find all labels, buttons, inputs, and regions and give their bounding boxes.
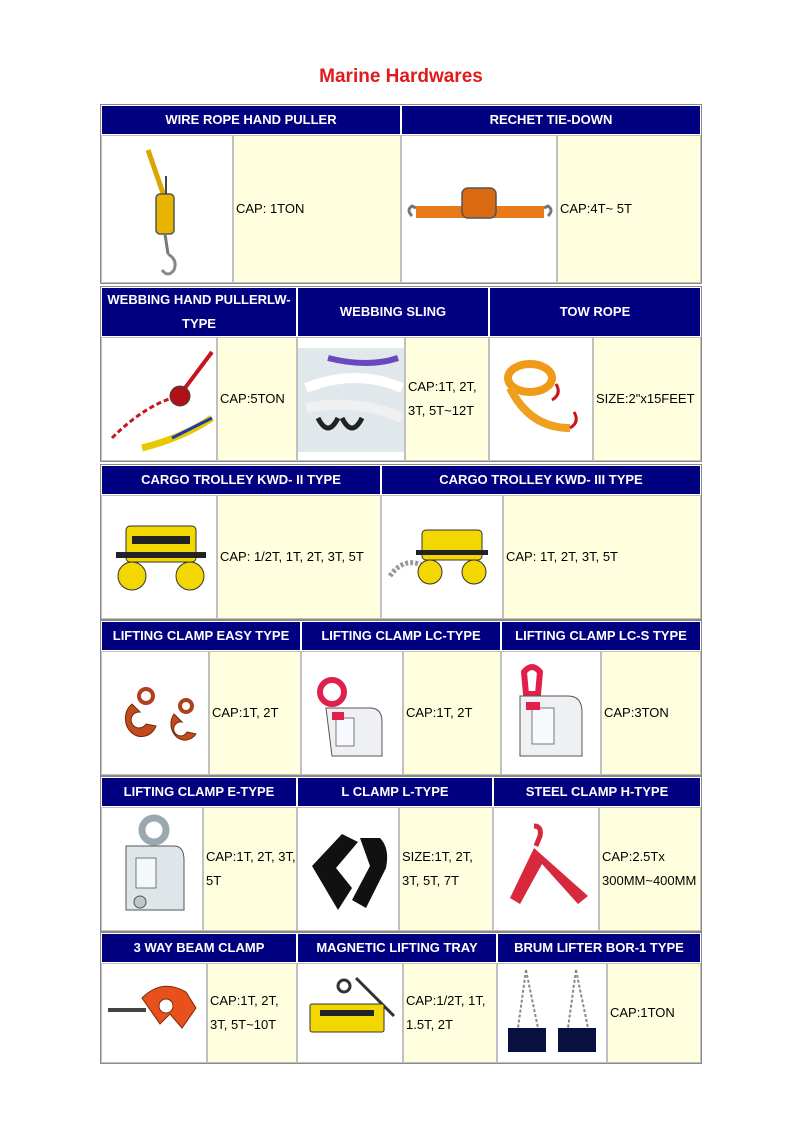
product-header: RECHET TIE-DOWN	[401, 105, 701, 135]
product-header: WEBBING HAND PULLERLW-TYPE	[101, 287, 297, 337]
drum-lifter-image	[497, 963, 607, 1063]
webbing-sling-image	[297, 337, 405, 461]
product-header: TOW ROPE	[489, 287, 701, 337]
product-capacity: CAP:1T, 2T, 3T, 5T	[203, 807, 297, 931]
product-header: CARGO TROLLEY KWD- III TYPE	[381, 465, 701, 495]
page-title: Marine Hardwares	[319, 66, 483, 87]
product-capacity: CAP:4T~ 5T	[557, 135, 701, 283]
product-row-4	[100, 620, 702, 776]
lifting-clamp-lcs-image	[501, 651, 601, 775]
product-capacity: CAP:5TON	[217, 337, 297, 461]
lifting-clamp-easy-image	[101, 651, 209, 775]
wire-rope-hand-puller-image	[101, 135, 233, 283]
product-capacity: CAP:1T, 2T, 3T, 5T~10T	[207, 963, 297, 1063]
product-row-2	[100, 286, 702, 462]
product-capacity: CAP:3TON	[601, 651, 701, 775]
cargo-trolley-iii-image	[381, 495, 503, 619]
product-header: LIFTING CLAMP EASY TYPE	[101, 621, 301, 651]
product-header: 3 WAY BEAM CLAMP	[101, 933, 297, 963]
product-header: WEBBING SLING	[297, 287, 489, 337]
tow-rope-image	[489, 337, 593, 461]
product-header: LIFTING CLAMP LC-TYPE	[301, 621, 501, 651]
product-header: LIFTING CLAMP E-TYPE	[101, 777, 297, 807]
product-capacity: SIZE:1T, 2T, 3T, 5T, 7T	[399, 807, 493, 931]
magnetic-lifting-tray-image	[297, 963, 403, 1063]
product-capacity: CAP: 1TON	[233, 135, 401, 283]
product-row-3	[100, 464, 702, 620]
lifting-clamp-e-image	[101, 807, 203, 931]
product-capacity: CAP:1T, 2T	[403, 651, 501, 775]
webbing-hand-puller-image	[101, 337, 217, 461]
product-capacity: SIZE:2"x15FEET	[593, 337, 701, 461]
steel-clamp-h-image	[493, 807, 599, 931]
product-header: LIFTING CLAMP LC-S TYPE	[501, 621, 701, 651]
product-capacity: CAP:1TON	[607, 963, 701, 1063]
product-row-5	[100, 776, 702, 932]
product-header: L CLAMP L-TYPE	[297, 777, 493, 807]
product-capacity: CAP:1/2T, 1T, 1.5T, 2T	[403, 963, 497, 1063]
product-header: BRUM LIFTER BOR-1 TYPE	[497, 933, 701, 963]
product-row-6	[100, 932, 702, 1064]
product-header: MAGNETIC LIFTING TRAY	[297, 933, 497, 963]
product-capacity: CAP: 1/2T, 1T, 2T, 3T, 5T	[217, 495, 381, 619]
product-header: WIRE ROPE HAND PULLER	[101, 105, 401, 135]
ratchet-tie-down-image	[401, 135, 557, 283]
product-capacity: CAP:2.5Tx 300MM~400MM	[599, 807, 701, 931]
product-capacity: CAP:1T, 2T, 3T, 5T~12T	[405, 337, 489, 461]
product-row-1	[100, 104, 702, 284]
product-capacity: CAP: 1T, 2T, 3T, 5T	[503, 495, 701, 619]
l-clamp-image	[297, 807, 399, 931]
product-header: CARGO TROLLEY KWD- II TYPE	[101, 465, 381, 495]
product-capacity: CAP:1T, 2T	[209, 651, 301, 775]
lifting-clamp-lc-image	[301, 651, 403, 775]
product-header: STEEL CLAMP H-TYPE	[493, 777, 701, 807]
cargo-trolley-ii-image	[101, 495, 217, 619]
beam-clamp-image	[101, 963, 207, 1063]
